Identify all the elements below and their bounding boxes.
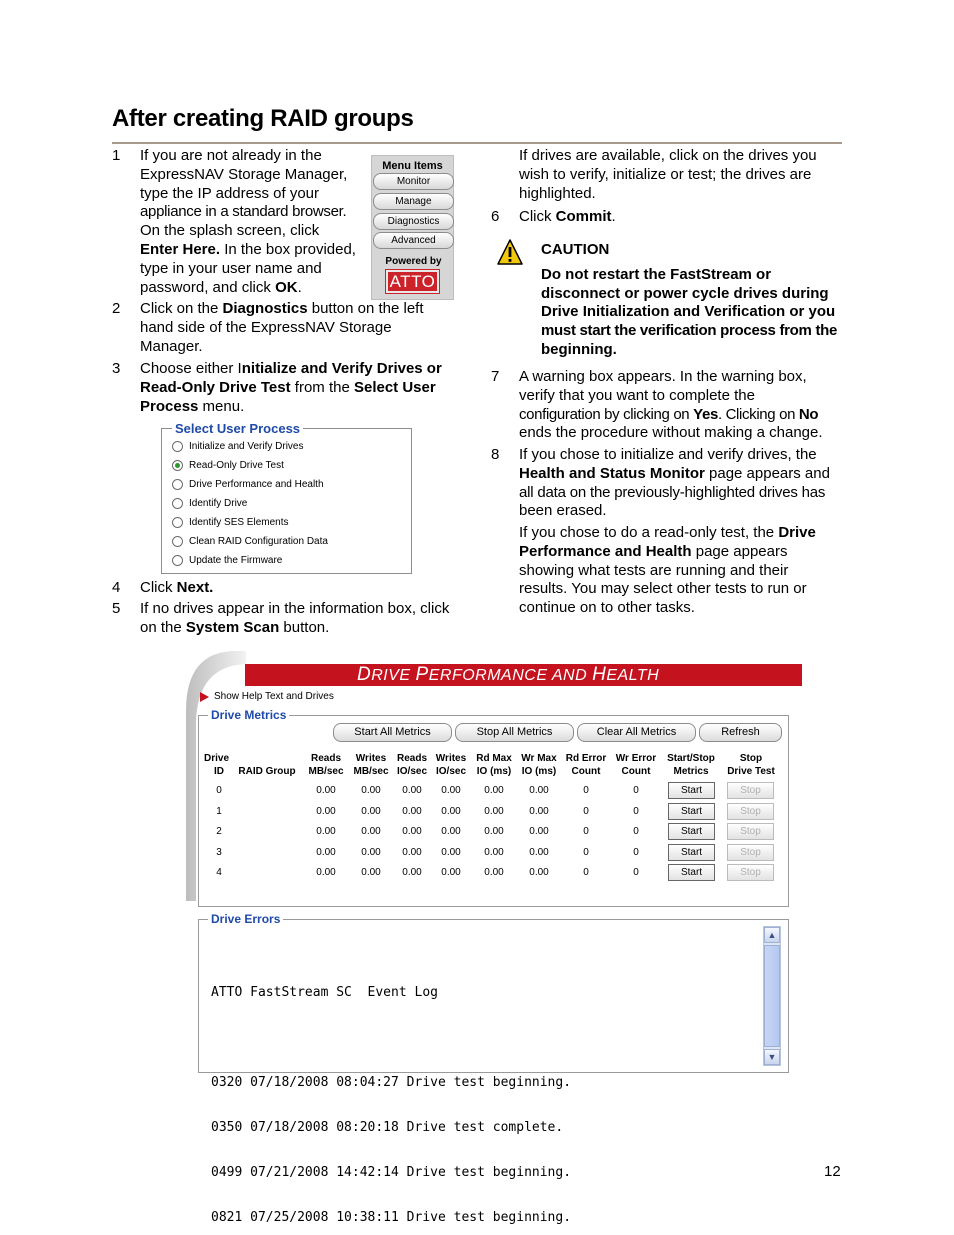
log-line xyxy=(211,1030,571,1045)
table-cell-rio: 0.00 xyxy=(402,805,422,817)
header-text: ERFORMANCE AND xyxy=(428,667,593,684)
col-header-rd-error xyxy=(563,752,609,778)
clear-all-metrics-button[interactable]: Clear All Metrics xyxy=(577,723,696,742)
log-line: 0350 07/18/2008 08:20:18 Drive test complete. xyxy=(211,1120,564,1135)
radio-icon[interactable] xyxy=(172,441,183,452)
text-line: ExpressNAV Storage Manager, xyxy=(140,165,348,183)
col-header-reads-mb xyxy=(305,752,347,778)
table-cell-rerr: 0 xyxy=(583,846,589,858)
select-user-process-legend: Select User Process xyxy=(172,421,303,436)
text-line xyxy=(519,465,844,484)
text-line xyxy=(140,279,365,298)
col-header-rd-max xyxy=(473,752,515,778)
option-label: Initialize and Verify Drives xyxy=(189,441,304,452)
text-line: disconnect or power cycle drives during xyxy=(541,284,829,302)
bold-term: Health and Status Monitor xyxy=(519,464,705,482)
header-text: EALTH xyxy=(606,667,660,684)
table-cell-rmb: 0.00 xyxy=(316,826,336,838)
radio-icon[interactable] xyxy=(172,517,183,528)
table-cell-rmax: 0.00 xyxy=(484,867,504,879)
monitor-button[interactable]: Monitor xyxy=(373,173,454,190)
table-cell-rio: 0.00 xyxy=(402,846,422,858)
step-number: 4 xyxy=(112,579,121,596)
col-header-drive-id xyxy=(204,752,234,778)
header-text: RIVE xyxy=(371,667,416,684)
title-rule xyxy=(112,142,842,144)
table-cell-rerr: 0 xyxy=(583,826,589,838)
table-cell-rmax: 0.00 xyxy=(484,805,504,817)
text-line: hand side of the ExpressNAV Storage xyxy=(140,318,392,336)
text-span: . Clicking on xyxy=(717,405,799,423)
stop-drive-test-button[interactable]: Stop xyxy=(727,803,774,820)
table-cell-rerr: 0 xyxy=(583,785,589,796)
header-line xyxy=(236,752,298,765)
step-number: 3 xyxy=(112,360,121,377)
step-text xyxy=(140,147,365,297)
table-cell-wmax: 0.00 xyxy=(529,867,549,879)
atto-logo: ATTO xyxy=(386,270,439,293)
header-line: Count xyxy=(571,766,601,777)
header-line: Writes xyxy=(435,753,467,764)
step-text xyxy=(519,208,779,227)
bold-term: Diagnostics xyxy=(222,300,308,317)
text-line xyxy=(140,360,465,379)
step-8-continued xyxy=(519,524,844,618)
advanced-button[interactable]: Advanced xyxy=(373,232,454,249)
radio-icon[interactable] xyxy=(172,479,183,490)
scrollbar-thumb[interactable] xyxy=(764,945,780,1047)
start-all-metrics-button[interactable]: Start All Metrics xyxy=(333,723,452,742)
text-line: all data on the previously-highlighted drives has xyxy=(519,483,826,501)
start-metrics-button[interactable]: Start xyxy=(668,803,715,820)
text-line: A warning box appears. In the warning box, xyxy=(519,368,807,385)
text-line: continue on to other tasks. xyxy=(519,599,695,617)
text-line: ends the procedure without making a change. xyxy=(519,424,823,442)
table-cell-id: 3 xyxy=(216,846,222,858)
step-text xyxy=(140,579,400,598)
header-line: Rd Error xyxy=(565,753,607,764)
text-line: type in your user name and xyxy=(140,259,322,277)
diagnostics-button[interactable]: Diagnostics xyxy=(373,213,454,230)
header-line: IO/sec xyxy=(435,766,467,777)
header-line: Wr Max xyxy=(521,753,557,764)
bold-term: Read-Only Drive Test xyxy=(140,378,291,396)
text-line xyxy=(519,406,844,425)
refresh-button[interactable]: Refresh xyxy=(699,723,782,742)
text-line: verify that you want to complete the xyxy=(519,386,755,404)
table-cell-rio: 0.00 xyxy=(402,867,422,879)
table-cell-werr: 0 xyxy=(633,867,639,879)
text-span: page appears and xyxy=(704,464,830,482)
bold-term: OK xyxy=(275,278,298,296)
radio-icon[interactable] xyxy=(172,536,183,547)
text-line: On the splash screen, click xyxy=(140,222,320,240)
text-span: If you chose to do a read-only test, the xyxy=(519,524,779,541)
header-line: IO/sec xyxy=(396,766,428,777)
text-span: Click on the xyxy=(140,300,223,317)
table-cell-rio: 0.00 xyxy=(402,826,422,838)
table-cell-wmb: 0.00 xyxy=(361,785,381,796)
radio-icon[interactable] xyxy=(172,498,183,509)
log-scrollbar[interactable] xyxy=(763,926,781,1066)
text-line: appliance in a standard browser. xyxy=(140,203,347,221)
bold-term: Commit xyxy=(555,208,612,225)
bold-term: Select User xyxy=(353,378,436,396)
table-cell-wio: 0.00 xyxy=(441,826,461,838)
table-cell-wmax: 0.00 xyxy=(529,785,549,796)
text-line: showing what tests are running and their xyxy=(519,561,789,579)
table-cell-id: 0 xyxy=(216,785,222,796)
drive-performance-header xyxy=(245,664,802,686)
start-metrics-button[interactable]: Start xyxy=(668,864,715,881)
table-cell-rmb: 0.00 xyxy=(316,805,336,817)
text-span: menu. xyxy=(198,397,245,415)
text-span: configuration by clicking on xyxy=(519,405,694,423)
step-number: 6 xyxy=(491,208,500,225)
table-cell-werr: 0 xyxy=(633,826,639,838)
table-cell-wmb: 0.00 xyxy=(361,826,381,838)
drive-metrics-legend: Drive Metrics xyxy=(208,708,289,722)
table-cell-rerr: 0 xyxy=(583,805,589,817)
text-line xyxy=(140,619,475,638)
table-cell-werr: 0 xyxy=(633,805,639,817)
text-span: Choose either I xyxy=(140,360,242,377)
table-cell-wmax: 0.00 xyxy=(529,826,549,838)
step-number: 5 xyxy=(112,600,121,617)
header-line: Count xyxy=(621,766,651,777)
event-log-text xyxy=(211,955,571,1235)
text-span: . xyxy=(297,278,302,296)
drive-errors-legend: Drive Errors xyxy=(208,912,283,926)
table-cell-wio: 0.00 xyxy=(441,867,461,879)
caution-heading: CAUTION xyxy=(541,241,610,258)
header-line: Stop xyxy=(739,753,763,764)
text-line xyxy=(140,241,365,260)
log-line: 0821 07/25/2008 10:38:11 Drive test beginning. xyxy=(211,1210,572,1225)
text-line xyxy=(519,543,844,562)
text-span: . xyxy=(611,208,616,225)
step-number: 2 xyxy=(112,300,121,317)
text-span: page appears xyxy=(691,542,788,560)
table-cell-id: 4 xyxy=(216,867,222,879)
col-header-reads-io xyxy=(393,752,431,778)
header-letter: H xyxy=(592,664,607,685)
header-letter: P xyxy=(415,664,429,685)
text-line: Manager. xyxy=(140,337,203,355)
col-header-writes-io xyxy=(432,752,470,778)
step-text xyxy=(140,360,465,416)
start-metrics-button[interactable]: Start xyxy=(668,823,715,840)
table-cell-rmb: 0.00 xyxy=(316,785,336,796)
radio-selected-icon[interactable] xyxy=(172,460,183,471)
step-number: 8 xyxy=(491,446,500,463)
text-line: If drives are available, click on the drives you xyxy=(519,147,817,164)
text-line: type the IP address of your xyxy=(140,184,319,202)
text-line xyxy=(140,379,465,398)
step-number: 7 xyxy=(491,368,500,385)
header-line: IO (ms) xyxy=(476,766,512,777)
table-cell-rmax: 0.00 xyxy=(484,846,504,858)
col-header-wr-error xyxy=(612,752,660,778)
col-header-start-stop xyxy=(664,752,718,778)
powered-by-label: Powered by xyxy=(385,256,442,267)
table-cell-rmb: 0.00 xyxy=(316,846,336,858)
table-cell-wio: 0.00 xyxy=(441,805,461,817)
text-span: from the xyxy=(290,378,354,396)
bold-term: Next. xyxy=(176,579,214,596)
text-line: highlighted. xyxy=(519,184,596,202)
text-line: If you chose to initialize and verify drives, the xyxy=(519,446,817,463)
right-intro xyxy=(519,147,844,203)
step-text xyxy=(140,300,460,356)
table-cell-wmax: 0.00 xyxy=(529,846,549,858)
page-number: 12 xyxy=(824,1163,841,1180)
header-line: Rd Max xyxy=(476,753,512,764)
bold-term: nitialize and Verify Drives or xyxy=(241,360,442,377)
bold-term: Process xyxy=(140,397,199,415)
header-line: Writes xyxy=(355,753,387,764)
text-line: wish to verify, initialize or test; the drives are xyxy=(519,165,812,183)
text-span: In the box provided, xyxy=(220,240,356,258)
col-header-stop-drive-test xyxy=(722,752,780,778)
table-cell-wio: 0.00 xyxy=(441,785,461,796)
text-span: password, and click xyxy=(140,278,276,296)
step-number: 1 xyxy=(112,147,121,164)
table-cell-rmax: 0.00 xyxy=(484,785,504,796)
option-label: Read-Only Drive Test xyxy=(189,460,284,471)
text-line: If no drives appear in the information box, click xyxy=(140,600,450,617)
table-cell-rmax: 0.00 xyxy=(484,826,504,838)
log-line: 0320 07/18/2008 08:04:27 Drive test beginning. xyxy=(211,1075,572,1090)
col-header-raid-group xyxy=(236,752,298,778)
text-span: button on the left xyxy=(307,300,424,317)
table-cell-rerr: 0 xyxy=(583,867,589,879)
caution-block xyxy=(541,241,846,360)
stop-drive-test-button[interactable]: Stop xyxy=(727,844,774,861)
bold-term: Yes xyxy=(693,405,718,423)
text-line: Do not restart the FastStream or xyxy=(541,265,772,283)
help-link-label: Show Help Text and Drives xyxy=(214,691,334,702)
text-line: beginning. xyxy=(541,340,617,358)
header-line: Wr Error xyxy=(615,753,657,764)
table-cell-rmb: 0.00 xyxy=(316,867,336,879)
text-line xyxy=(519,524,844,543)
table-cell-wmb: 0.00 xyxy=(361,805,381,817)
start-metrics-button[interactable]: Start xyxy=(668,782,715,799)
header-line: MB/sec xyxy=(308,766,344,777)
start-metrics-button[interactable]: Start xyxy=(668,844,715,861)
header-line: Drive Test xyxy=(727,766,775,777)
header-line: MB/sec xyxy=(353,766,389,777)
caution-warning-icon xyxy=(497,239,523,265)
manage-button[interactable]: Manage xyxy=(373,193,454,210)
table-cell-werr: 0 xyxy=(633,785,639,796)
menu-items-panel xyxy=(371,155,454,300)
table-cell-wmb: 0.00 xyxy=(361,846,381,858)
col-header-writes-mb xyxy=(350,752,392,778)
header-line: Metrics xyxy=(673,766,709,777)
text-span: Click xyxy=(519,208,556,225)
chevron-up-icon[interactable]: ▲ xyxy=(764,927,780,943)
triangle-right-icon xyxy=(200,692,209,702)
table-cell-wio: 0.00 xyxy=(441,846,461,858)
col-header-wr-max xyxy=(518,752,560,778)
table-cell-werr: 0 xyxy=(633,846,639,858)
stop-drive-test-button[interactable]: Stop xyxy=(727,864,774,881)
step-text xyxy=(519,368,844,443)
bold-term: No xyxy=(798,405,819,423)
option-label: Identify SES Elements xyxy=(189,517,289,528)
header-line: Start/Stop xyxy=(667,753,715,764)
page-title: After creating RAID groups xyxy=(112,105,414,132)
chevron-down-icon[interactable]: ▼ xyxy=(764,1049,780,1065)
table-cell-wmax: 0.00 xyxy=(529,805,549,817)
header-line: RAID Group xyxy=(238,766,296,777)
bold-term: Performance and Health xyxy=(519,542,692,560)
option-label: Update the Firmware xyxy=(189,555,283,566)
bold-term: Enter Here. xyxy=(140,240,221,258)
table-cell-id: 1 xyxy=(216,805,222,817)
text-span: Click xyxy=(140,579,177,596)
step-text xyxy=(140,600,475,638)
menu-items-header: Menu Items xyxy=(382,160,443,172)
table-cell-wmb: 0.00 xyxy=(361,867,381,879)
bold-term: System Scan xyxy=(185,618,280,636)
table-cell-rio: 0.00 xyxy=(402,785,422,796)
step-text xyxy=(519,446,844,521)
header-line: Drive xyxy=(204,753,230,764)
log-line: 0499 07/21/2008 14:42:14 Drive test beginning. xyxy=(211,1165,572,1180)
text-span: button. xyxy=(279,618,330,636)
option-label: Identify Drive xyxy=(189,498,248,509)
radio-icon[interactable] xyxy=(172,555,183,566)
stop-all-metrics-button[interactable]: Stop All Metrics xyxy=(455,723,574,742)
header-line: IO (ms) xyxy=(521,766,557,777)
text-line: Drive Initialization and Verification or you xyxy=(541,303,836,321)
log-line: ATTO FastStream SC Event Log xyxy=(211,985,438,1000)
header-line: Reads xyxy=(396,753,427,764)
text-span: on the xyxy=(140,618,186,636)
header-line: Reads xyxy=(310,753,341,764)
table-cell-id: 2 xyxy=(216,826,222,838)
stop-drive-test-button[interactable]: Stop xyxy=(727,782,774,799)
option-label: Clean RAID Configuration Data xyxy=(189,536,328,547)
text-line: been erased. xyxy=(519,502,607,520)
header-line: ID xyxy=(214,766,224,777)
text-line: must start the verification process from the xyxy=(541,322,838,340)
text-line xyxy=(140,300,460,319)
text-line: If you are not already in the xyxy=(140,147,322,164)
stop-drive-test-button[interactable]: Stop xyxy=(727,823,774,840)
bold-term: Drive xyxy=(778,524,816,541)
text-line xyxy=(140,398,465,417)
text-line: results. You may select other tests to run or xyxy=(519,580,807,598)
option-label: Drive Performance and Health xyxy=(189,479,324,490)
header-letter: D xyxy=(357,664,372,685)
